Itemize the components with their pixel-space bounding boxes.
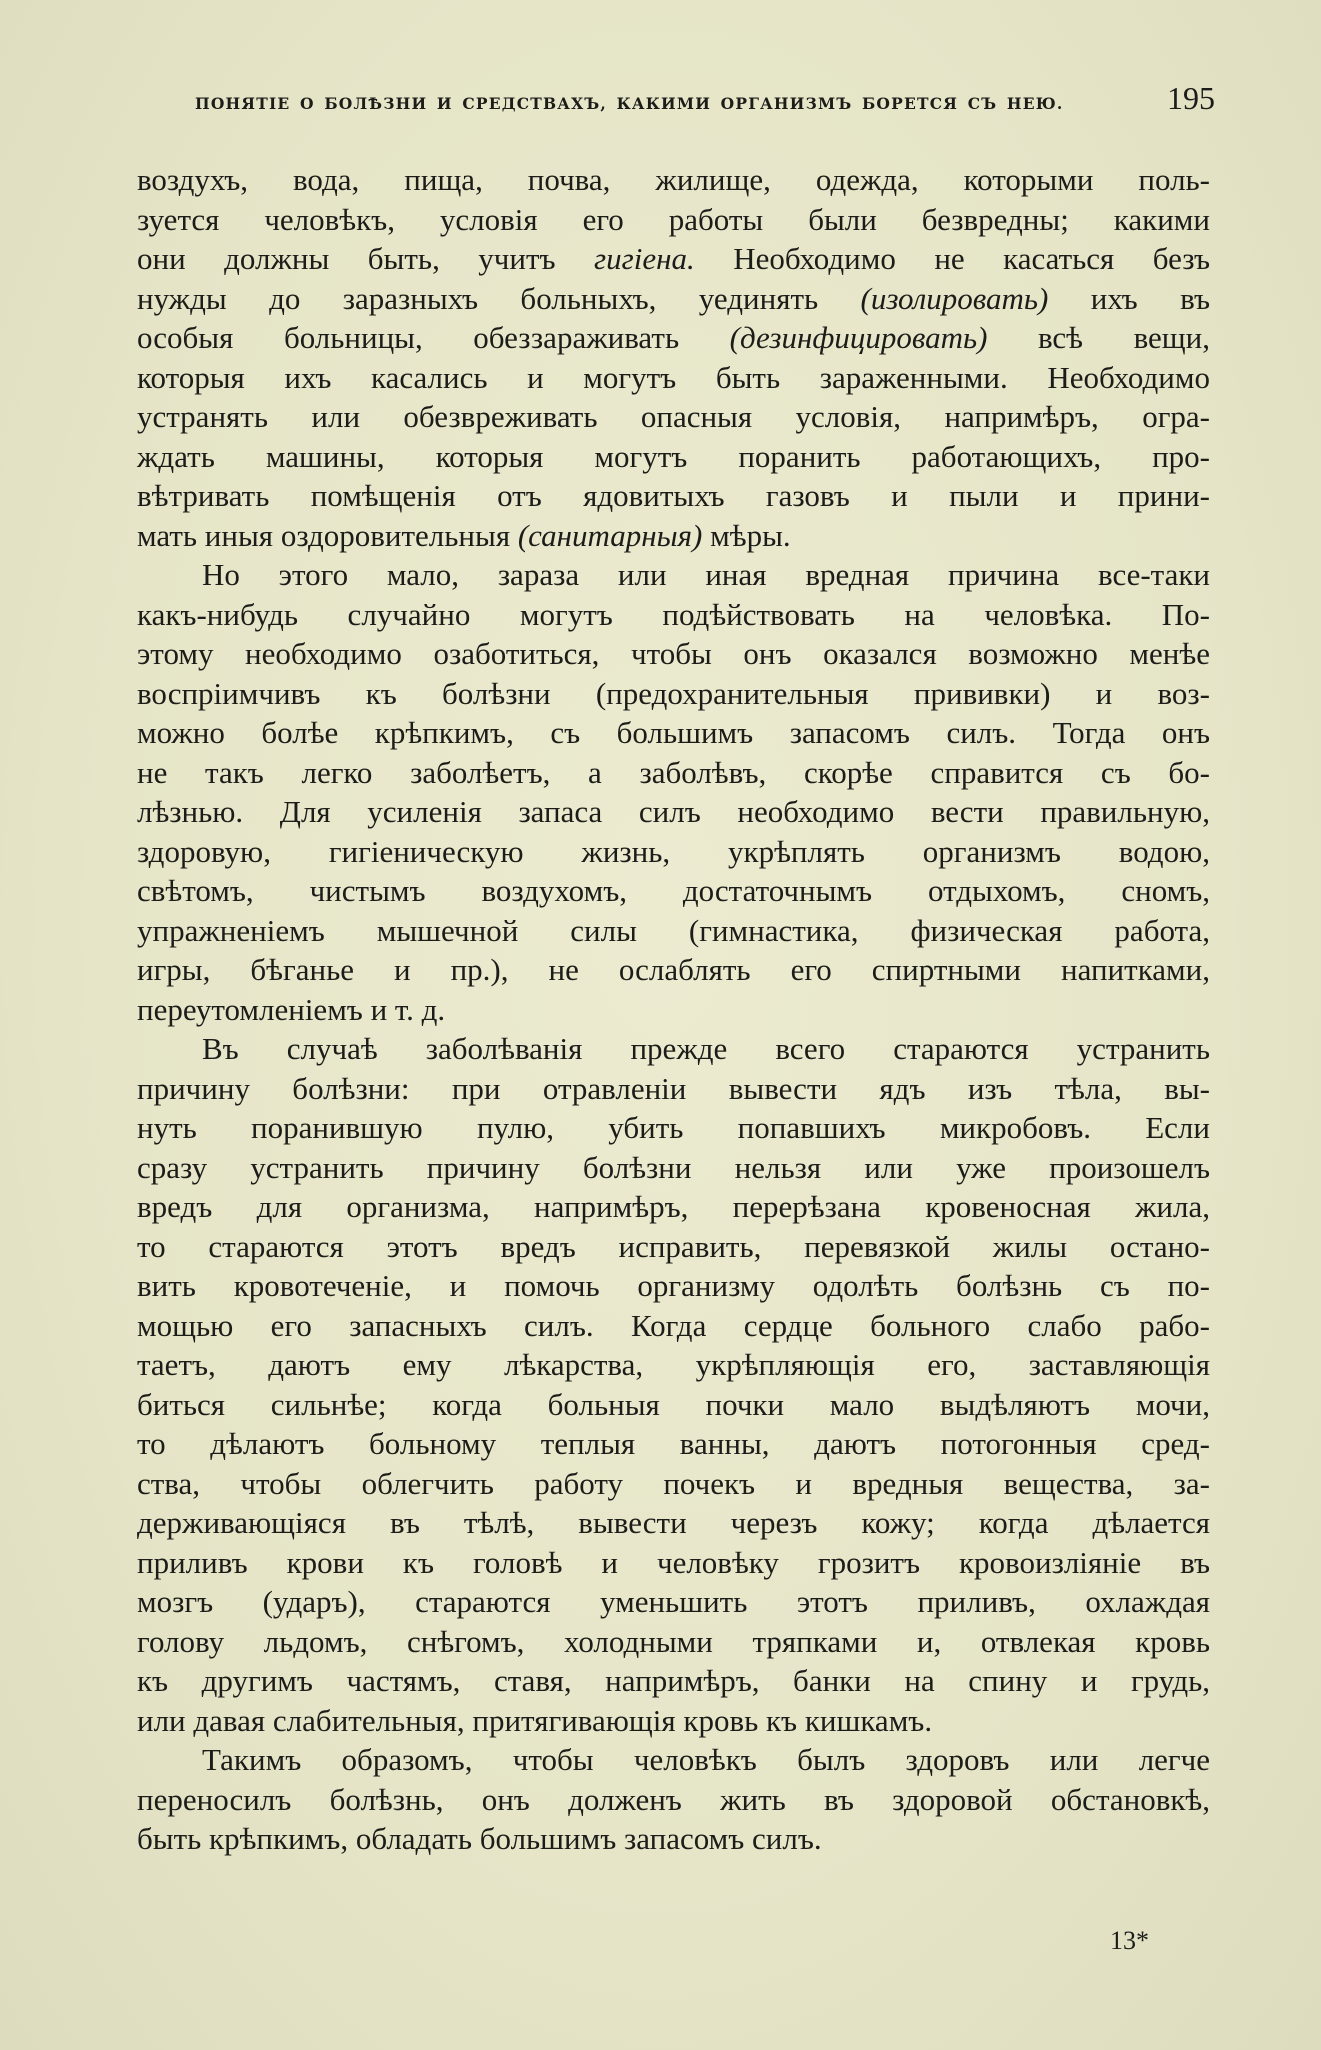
text-line: лѣзнью. Для усиленія запаса силъ необходимо вести правильную, bbox=[137, 794, 1210, 829]
text-line: переносилъ болѣзнь, онъ долженъ жить въ здоровой обстановкѣ, bbox=[137, 1781, 1210, 1817]
text-line: не такъ легко заболѣетъ, а заболѣвъ, скорѣе справится съ бо- bbox=[137, 754, 1210, 790]
signature-mark: 13* bbox=[1110, 1926, 1149, 1955]
running-head bbox=[195, 80, 1215, 124]
text-line: переутомленіемъ и т. д. bbox=[137, 991, 446, 1027]
text-segment: всѣ вещи, bbox=[987, 320, 1210, 355]
text-line: Въ случаѣ заболѣванія прежде всего стараются устранить bbox=[202, 1031, 1210, 1066]
paragraph bbox=[137, 555, 1210, 1029]
page-number: 195 bbox=[1167, 80, 1215, 116]
text-segment: они должны быть, учитъ bbox=[137, 241, 595, 276]
text-line: приливъ крови къ головѣ и человѣку грозитъ кровоизліяніе въ bbox=[137, 1544, 1210, 1580]
italic-term: (санитарныя) bbox=[517, 517, 703, 553]
text-line: можно болѣе крѣпкимъ, съ большимъ запасомъ силъ. Тогда онъ bbox=[137, 715, 1210, 750]
text-line: которыя ихъ касались и могутъ быть зараженными. Необходимо bbox=[137, 359, 1210, 395]
text-line: мощью его запасныхъ силъ. Когда сердце больного слабо рабо- bbox=[137, 1307, 1210, 1343]
text-segment: особыя больницы, обеззараживать bbox=[137, 320, 730, 355]
text-line: зуется человѣкъ, условія его работы были безвредны; какими bbox=[137, 201, 1210, 237]
text-line: свѣтомъ, чистымъ воздухомъ, достаточнымъ отдыхомъ, сномъ, bbox=[137, 873, 1210, 908]
text-line: здоровую, гигіеническую жизнь, укрѣплять организмъ водою, bbox=[137, 833, 1210, 869]
italic-term: (дезинфицировать) bbox=[729, 320, 988, 355]
text-line: Но этого мало, зараза или иная вредная причина все-таки bbox=[202, 557, 1210, 592]
text-segment: ихъ въ bbox=[1048, 280, 1210, 316]
text-line: вить кровотеченіе, и помочь организму одолѣть болѣзнь съ по- bbox=[137, 1268, 1210, 1303]
text-line: голову льдомъ, снѣгомъ, холодными тряпками и, отвлекая кровь bbox=[137, 1623, 1210, 1659]
text-line: таетъ, даютъ ему лѣкарства, укрѣпляющія его, заставляющія bbox=[137, 1347, 1210, 1382]
text-line: биться сильнѣе; когда больныя почки мало выдѣляютъ мочи, bbox=[137, 1386, 1210, 1422]
text-line: то стараются этотъ вредъ исправить, перевязкой жилы остано- bbox=[137, 1228, 1210, 1264]
text-line: упражненіемъ мышечной силы (гимнастика, физическая работа, bbox=[137, 912, 1210, 948]
text-segment: нужды до заразныхъ больныхъ, уединять bbox=[137, 280, 861, 316]
text-line: ства, чтобы облегчить работу почекъ и вредныя вещества, за- bbox=[137, 1465, 1210, 1501]
italic-term: гигіена. bbox=[594, 241, 695, 276]
text-line: то дѣлаютъ больному теплыя ванны, даютъ потогонныя сред- bbox=[137, 1426, 1210, 1461]
text-line: ждать машины, которыя могутъ поранить работающихъ, про- bbox=[137, 438, 1210, 474]
text-line: устранять или обезвреживать опасныя условія, напримѣръ, огра- bbox=[137, 399, 1210, 434]
text-segment: мѣры. bbox=[702, 517, 791, 553]
text-line: держивающіяся въ тѣлѣ, вывести черезъ кожу; когда дѣлается bbox=[137, 1505, 1210, 1540]
text-line: какъ-нибудь случайно могутъ подѣйствовать на человѣка. По- bbox=[137, 596, 1210, 632]
text-segment: мать иныя оздоровительныя bbox=[137, 517, 518, 553]
text-line: сразу устранить причину болѣзни нельзя или уже произошелъ bbox=[137, 1149, 1210, 1185]
italic-term: (изолировать) bbox=[860, 280, 1049, 316]
text-line: быть крѣпкимъ, обладать большимъ запасомъ силъ. bbox=[137, 1821, 822, 1856]
paragraph bbox=[137, 160, 1210, 555]
text-line: игры, бѣганье и пр.), не ослаблять его спиртными напитками, bbox=[137, 952, 1210, 987]
text-line: или давая слабительныя, притягивающія кровь къ кишкамъ. bbox=[137, 1702, 933, 1738]
text-line: мозгъ (ударъ), стараются уменьшить этотъ приливъ, охлаждая bbox=[137, 1584, 1210, 1619]
text-line bbox=[137, 239, 1210, 279]
text-line: нуть поранившую пулю, убить попавшихъ микробовъ. Если bbox=[137, 1110, 1210, 1145]
text-segment: Необходимо не касаться безъ bbox=[694, 241, 1210, 276]
paragraph bbox=[137, 1029, 1210, 1740]
text-line bbox=[137, 279, 1210, 319]
paragraph bbox=[137, 1740, 1210, 1859]
body-text bbox=[137, 160, 1210, 1859]
text-line: вредъ для организма, напримѣръ, перерѣзана кровеносная жила, bbox=[137, 1189, 1210, 1224]
text-line: вѣтривать помѣщенія отъ ядовитыхъ газовъ и пыли и прини- bbox=[137, 478, 1210, 513]
running-title: ПОНЯТІЕ О БОЛѢЗНИ И СРЕДСТВАХЪ, КАКИМИ ОРГАНИЗМЪ БОРЕТСЯ СЪ НЕЮ. bbox=[195, 94, 1064, 113]
text-line: къ другимъ частямъ, ставя, напримѣръ, банки на спину и грудь, bbox=[137, 1663, 1210, 1698]
text-line: воздухъ, вода, пища, почва, жилище, одежда, которыми поль- bbox=[137, 162, 1210, 197]
text-line: этому необходимо озаботиться, чтобы онъ оказался возможно менѣе bbox=[137, 636, 1210, 671]
text-line bbox=[137, 516, 1210, 556]
text-line bbox=[137, 318, 1210, 358]
text-line: воспріимчивъ къ болѣзни (предохранительныя прививки) и воз- bbox=[137, 675, 1210, 711]
text-line: причину болѣзни: при отравленіи вывести ядъ изъ тѣла, вы- bbox=[137, 1070, 1210, 1106]
text-line: Такимъ образомъ, чтобы человѣкъ былъ здоровъ или легче bbox=[202, 1742, 1210, 1777]
